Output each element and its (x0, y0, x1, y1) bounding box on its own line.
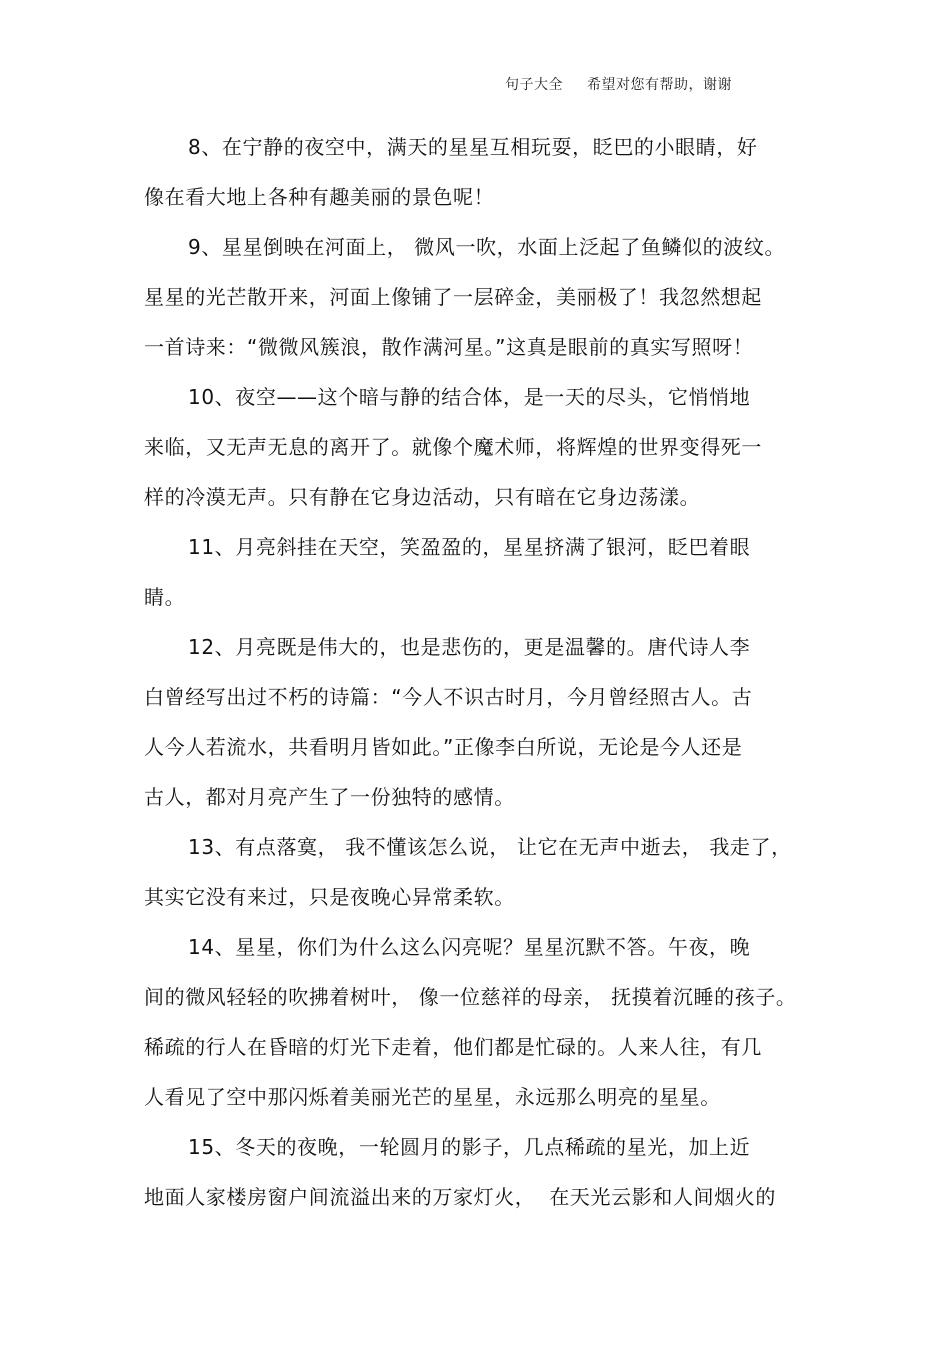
body-text (144, 122, 804, 1222)
paragraph-line: 稀疏的行人在昏暗的灯光下走着，他们都是忙碌的。人来人往，有几 (144, 1035, 762, 1059)
paragraph-line: 睛。 (144, 585, 186, 609)
page-header (505, 74, 732, 94)
paragraph-first-line: 13、有点落寞， 我不懂该怎么说， 让它在无声中逝去， 我走了， (188, 835, 792, 859)
header-site-name: 句子大全 (505, 77, 563, 93)
paragraph-line: 来临，又无声无息的离开了。就像个魔术师，将辉煌的世界变得死一 (144, 435, 762, 459)
paragraph-line: 像在看大地上各种有趣美丽的景色呢！ (144, 185, 495, 209)
paragraph-line: 间的微风轻轻的吹拂着树叶， 像一位慈祥的母亲， 抚摸着沉睡的孩子。 (144, 985, 797, 1009)
paragraph-line: 古人，都对月亮产生了一份独特的感情。 (144, 785, 515, 809)
paragraph-first-line: 14、星星，你们为什么这么闪亮呢？星星沉默不答。午夜，晚 (188, 935, 751, 959)
paragraph-first-line: 8、在宁静的夜空中，满天的星星互相玩耍，眨巴的小眼睛，好 (188, 135, 758, 159)
paragraph-line: 其实它没有来过，只是夜晚心异常柔软。 (144, 885, 515, 909)
paragraph-first-line: 11、月亮斜挂在天空，笑盈盈的，星星挤满了银河，眨巴着眼 (188, 535, 751, 559)
paragraph-first-line: 15、冬天的夜晚，一轮圆月的影子，几点稀疏的星光，加上近 (188, 1135, 751, 1159)
paragraph-line: 星星的光芒散开来，河面上像铺了一层碎金，美丽极了！我忽然想起 (144, 285, 762, 309)
paragraph-line: 人今人若流水，共看明月皆如此。”正像李白所说，无论是今人还是 (144, 735, 743, 759)
paragraph-line: 一首诗来：“微微风簇浪，散作满河星。”这真是眼前的真实写照呀！ (144, 335, 754, 359)
header-note: 希望对您有帮助，谢谢 (587, 77, 732, 93)
paragraph-first-line: 12、月亮既是伟大的，也是悲伤的，更是温馨的。唐代诗人李 (188, 635, 751, 659)
paragraph-first-line: 9、星星倒映在河面上， 微风一吹，水面上泛起了鱼鳞似的波纹。 (188, 235, 786, 259)
paragraph-first-line: 10、夜空——这个暗与静的结合体，是一天的尽头，它悄悄地 (188, 385, 751, 409)
paragraph-line: 地面人家楼房窗户间流溢出来的万家灯火， 在天光云影和人间烟火的 (144, 1185, 776, 1209)
paragraph-line: 样的冷漠无声。只有静在它身边活动，只有暗在它身边荡漾。 (144, 485, 701, 509)
paragraph-line: 人看见了空中那闪烁着美丽光芒的星星，永远那么明亮的星星。 (144, 1085, 721, 1109)
paragraph-line: 白曾经写出过不朽的诗篇：“今人不识古时月，今月曾经照古人。古 (144, 685, 753, 709)
